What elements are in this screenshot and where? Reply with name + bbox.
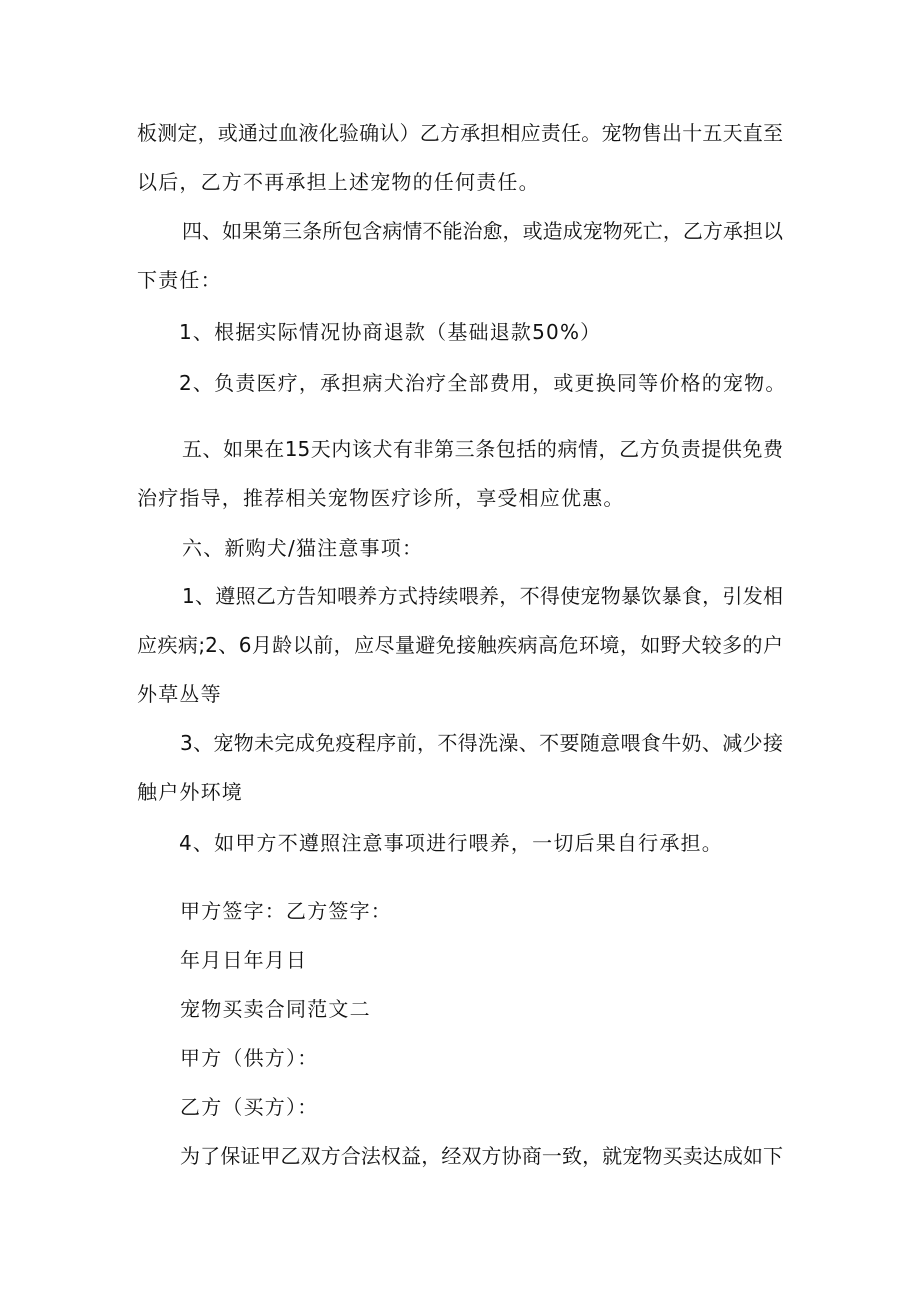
text-line-21: 为了保证甲乙双方合法权益，经双方协商一致，就宠物买卖达成如下 — [180, 1144, 783, 1168]
text-line-6: 2、负责医疗，承担病犬治疗全部费用，或更换同等价格的宠物。 — [179, 371, 787, 395]
text-line-15: 4、如甲方不遵照注意事项进行喂养，一切后果自行承担。 — [179, 831, 723, 855]
text-line-4: 下责任： — [137, 268, 222, 292]
text-line-19: 甲方（供方）： — [180, 1046, 319, 1070]
text-line-20: 乙方（买方）： — [180, 1095, 319, 1119]
text-line-18: 宠物买卖合同范文二 — [180, 997, 371, 1021]
text-line-7: 五、如果在15天内该犬有非第三条包括的病情，乙方负责提供免费 — [182, 437, 783, 461]
text-line-12: 外草丛等 — [137, 682, 222, 706]
text-line-10: 1、遵照乙方告知喂养方式持续喂养，不得使宠物暴饮暴食，引发相 — [182, 584, 783, 608]
text-line-3: 四、如果第三条所包含病情不能治愈，或造成宠物死亡，乙方承担以 — [182, 219, 783, 243]
text-line-13: 3、宠物未完成免疫程序前，不得洗澡、不要随意喂食牛奶、减少接 — [180, 731, 783, 755]
text-line-14: 触户外环境 — [137, 780, 243, 804]
text-line-17: 年月日年月日 — [180, 948, 308, 972]
text-line-16: 甲方签字：乙方签字： — [180, 899, 392, 923]
text-line-2: 以后，乙方不再承担上述宠物的任何责任。 — [137, 170, 540, 194]
text-line-11: 应疾病;2、6月龄以前，应尽量避免接触疾病高危环境，如野犬较多的户 — [137, 633, 783, 657]
text-line-9: 六、新购犬/猫注意事项： — [182, 536, 424, 560]
text-line-8: 治疗指导，推荐相关宠物医疗诊所，享受相应优惠。 — [137, 486, 625, 510]
text-line-1: 板测定，或通过血液化验确认）乙方承担相应责任。宠物售出十五天直至 — [137, 121, 783, 145]
text-line-5: 1、根据实际情况协商退款（基础退款50%） — [179, 320, 602, 344]
